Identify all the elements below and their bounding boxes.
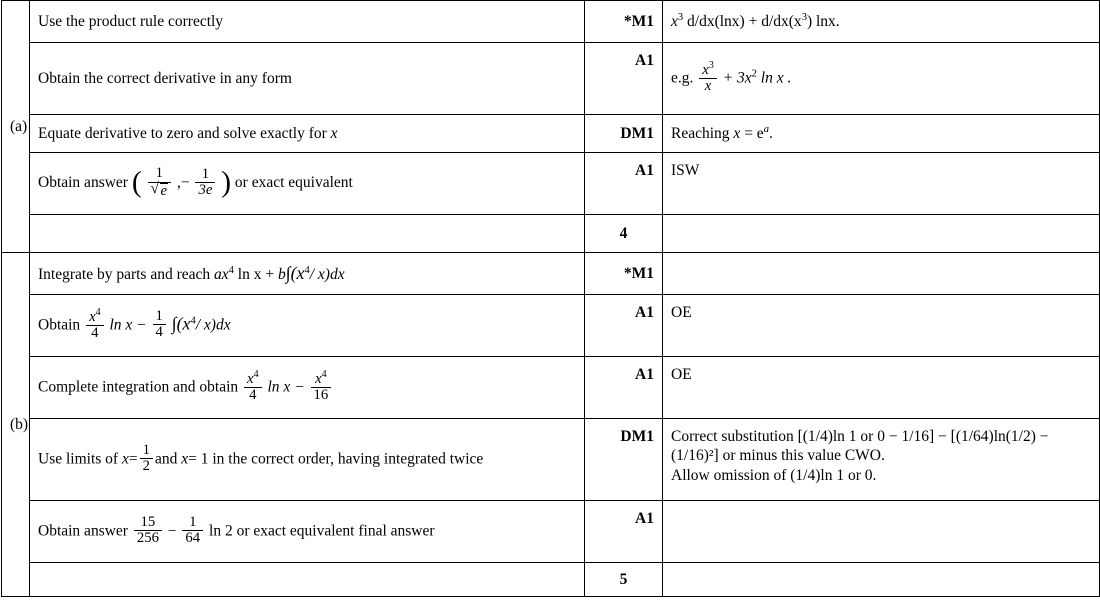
comma-minus: ,− <box>176 174 190 192</box>
left-paren: ( <box>131 166 142 199</box>
scheme-text: Obtain answer <box>38 522 128 540</box>
fraction-1-over-4 <box>153 309 166 341</box>
scheme-cell <box>30 153 585 215</box>
minus-sign: − <box>167 522 177 540</box>
notes-var: x <box>671 13 678 31</box>
scheme-cell <box>30 501 585 563</box>
notes-cell <box>663 115 1100 153</box>
notes-mid: d/dx(lnx) + d/dx(x <box>683 13 802 31</box>
notes-text: OE <box>671 366 692 383</box>
expr-ln: ln x + <box>237 266 275 284</box>
scheme-text: Use limits of <box>38 450 119 468</box>
table-row <box>2 115 1100 153</box>
mark-cell <box>585 501 663 563</box>
frac-den: 256 <box>134 530 162 546</box>
scheme-cell <box>30 295 585 357</box>
mark-text: *M1 <box>623 264 654 282</box>
frac-num: x <box>315 370 322 387</box>
fraction-x4-over-4 <box>244 370 262 404</box>
notes-exp: a <box>763 124 769 136</box>
frac-num: 1 <box>155 307 163 324</box>
mark-cell <box>585 1 663 43</box>
notes-cell <box>663 253 1100 295</box>
and-word: and <box>154 450 178 468</box>
fraction-x3-over-x <box>699 61 717 95</box>
integral-sign: ∫(x <box>171 313 191 334</box>
notes-cell <box>663 153 1100 215</box>
frac-den: 4 <box>86 325 104 341</box>
limit-var-2: x <box>181 450 189 468</box>
radicand: e <box>160 182 168 199</box>
frac-den: 4 <box>244 387 262 403</box>
table-row-total <box>2 563 1100 597</box>
scheme-text: Obtain the correct derivative in any form <box>38 69 292 87</box>
notes-text: OE <box>671 304 692 321</box>
scheme-text: Equate derivative to zero and solve exactly for <box>38 124 327 142</box>
mark-cell <box>585 43 663 115</box>
part-a-total: 4 <box>585 215 663 253</box>
frac-num-exp: 4 <box>253 368 259 380</box>
notes-exp2: 3 <box>801 12 807 24</box>
right-paren: ) <box>221 166 232 199</box>
table-row <box>2 357 1100 419</box>
mark-text: A1 <box>635 162 654 179</box>
notes-line-3: Allow omission of (1/4)ln 1 or 0. <box>671 466 877 484</box>
mark-text: A1 <box>635 366 654 383</box>
expr-tail: / x)dx <box>309 266 345 284</box>
frac-den: 2 <box>140 458 153 474</box>
notes-dot: . <box>768 125 773 143</box>
frac-num: 1 <box>189 513 197 530</box>
scheme-cell <box>30 357 585 419</box>
notes-term-ln: ln x . <box>756 69 792 87</box>
notes-cell <box>663 419 1100 501</box>
scheme-cell <box>30 419 585 501</box>
notes-cell <box>663 43 1100 115</box>
notes-term: + 3x <box>722 69 752 87</box>
notes-x: x <box>733 125 741 143</box>
expr-mid: ln x − <box>267 378 305 396</box>
notes-line-2: (1/16)²] or minus this value CWO. <box>671 447 885 465</box>
scheme-text: Obtain answer <box>38 174 128 192</box>
equals: = <box>128 450 138 468</box>
frac-num: x <box>247 370 254 387</box>
expr-a-exp: 4 <box>228 265 234 277</box>
answer-expression <box>131 165 235 199</box>
scheme-cell <box>30 253 585 295</box>
blank-cell <box>30 215 585 253</box>
mark-text: A1 <box>635 52 654 69</box>
equals-2: = 1 <box>188 450 209 468</box>
mark-text: A1 <box>635 510 654 527</box>
scheme-cell <box>30 43 585 115</box>
frac-den <box>148 182 172 199</box>
notes-pre: Reaching <box>671 125 730 143</box>
frac-num: x <box>702 61 709 78</box>
notes-cell <box>663 1 1100 43</box>
fraction-1-over-3e <box>195 167 215 199</box>
table-row <box>2 295 1100 357</box>
scheme-text-post: ln 2 or exact equivalent final answer <box>209 522 435 540</box>
table-row <box>2 43 1100 115</box>
notes-post: ) lnx. <box>806 13 840 31</box>
fraction-1-over-2 <box>140 443 153 475</box>
frac-den: 16 <box>311 387 332 403</box>
fraction-x4-over-16 <box>311 370 332 404</box>
mark-text: *M1 <box>623 12 654 30</box>
mark-text: A1 <box>635 304 654 321</box>
scheme-text: Complete integration and obtain <box>38 378 239 396</box>
notes-exp: 3 <box>677 12 684 24</box>
frac-den: 3e <box>195 182 215 198</box>
frac-den: 64 <box>182 530 203 546</box>
mark-cell <box>585 419 663 501</box>
scheme-text-post: or exact equivalent <box>234 174 353 192</box>
frac-num: 1 <box>155 165 163 182</box>
frac-den: 4 <box>153 324 166 340</box>
fraction-1-over-root-e <box>148 166 172 199</box>
frac-den: x <box>699 78 717 94</box>
mark-cell <box>585 253 663 295</box>
scheme-text-post: in the correct order, having integrated twice <box>212 450 484 468</box>
notes-eg: e.g. <box>671 69 694 87</box>
table-row <box>2 1 1100 43</box>
table-row <box>2 419 1100 501</box>
frac-num: x <box>89 308 96 325</box>
expr-exp: 4 <box>190 314 196 326</box>
expr-exp: 4 <box>304 265 310 277</box>
integral-sign: ∫(x <box>285 263 305 284</box>
fraction-x4-over-4 <box>86 308 104 342</box>
notes-cell <box>663 295 1100 357</box>
mark-cell <box>585 295 663 357</box>
table-row <box>2 253 1100 295</box>
scheme-text: Integrate by parts and reach <box>38 266 211 284</box>
notes-term-exp: 2 <box>751 67 757 79</box>
frac-num-exp: 4 <box>321 368 327 380</box>
expr-b: b <box>277 266 286 284</box>
mark-text: DM1 <box>620 124 654 142</box>
mark-scheme-table <box>1 0 1100 597</box>
expr-a: ax <box>214 266 229 284</box>
blank-cell <box>30 563 585 597</box>
frac-num: 1 <box>201 165 210 182</box>
part-label-a: (a) <box>2 1 30 253</box>
blank-cell <box>663 215 1100 253</box>
mark-cell <box>585 357 663 419</box>
part-b-total: 5 <box>585 563 663 597</box>
expr-tail: / x)dx <box>195 316 231 334</box>
frac-num-exp: 3 <box>708 59 714 71</box>
mark-cell <box>585 153 663 215</box>
frac-num: 15 <box>140 513 156 530</box>
blank-cell <box>663 563 1100 597</box>
table-row <box>2 153 1100 215</box>
frac-num-exp: 4 <box>95 306 101 318</box>
notes-cell <box>663 501 1100 563</box>
expr-mid: ln x − <box>109 316 147 334</box>
part-label-b: (b) <box>2 253 30 597</box>
scheme-cell <box>30 115 585 153</box>
table-row-total <box>2 215 1100 253</box>
scheme-text: Obtain <box>38 316 81 334</box>
scheme-text: Use the product rule correctly <box>38 12 224 30</box>
notes-eq: = e <box>744 125 764 143</box>
mark-cell <box>585 115 663 153</box>
frac-num: 1 <box>142 441 150 458</box>
table-row <box>2 501 1100 563</box>
limit-var-1: x <box>121 450 129 468</box>
notes-cell <box>663 357 1100 419</box>
fraction-1-over-64 <box>182 515 203 547</box>
scheme-cell <box>30 1 585 43</box>
notes-text: ISW <box>671 162 700 179</box>
mark-text: DM1 <box>620 428 654 445</box>
notes-line-1: Correct substitution [(1/4)ln 1 or 0 − 1/16] − [(1/64)ln(1/2) − <box>671 428 1049 445</box>
fraction-15-over-256 <box>134 515 162 547</box>
scheme-var: x <box>330 124 338 142</box>
